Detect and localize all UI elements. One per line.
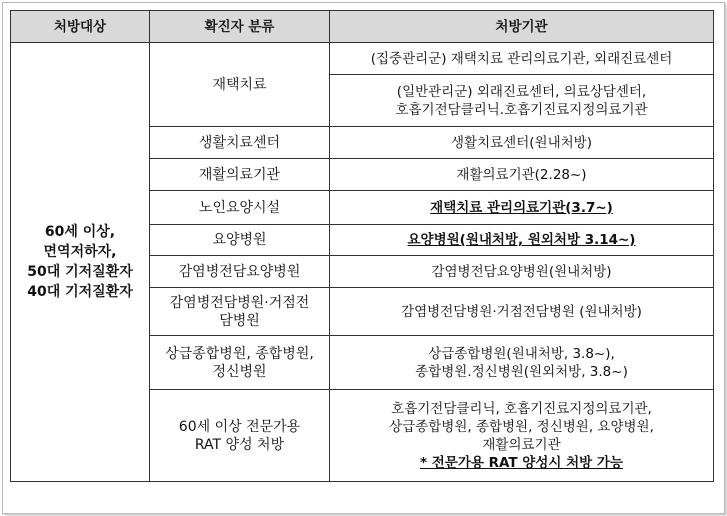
institution-cell: 재활의료기관(2.28~)	[330, 159, 714, 191]
institution-line: (집중관리군) 재택치료 관리의료기관, 외래진료센터	[370, 50, 673, 67]
category-cell: 재활의료기관	[150, 159, 330, 191]
header-category: 확진자 분류	[150, 11, 330, 43]
category-cell	[150, 336, 330, 390]
target-line: 50대 기저질환자	[27, 264, 133, 280]
target-line: 40대 기저질환자	[27, 284, 133, 300]
institution-cell: 감염병전담병원·거점전담병원 (원내처방)	[330, 288, 714, 336]
target-line: 면역저하자,	[43, 244, 117, 260]
institution-cell	[330, 43, 714, 75]
institution-cell: 생활치료센터(원내처방)	[330, 127, 714, 159]
institution-cell: 재택치료 관리의료기관(3.7~)	[330, 191, 714, 225]
category-line: 담병원	[219, 312, 260, 329]
institution-cell	[330, 390, 714, 482]
category-cell	[150, 288, 330, 336]
category-cell: 요양병원	[150, 225, 330, 256]
institution-line: 재활의료기관	[482, 436, 561, 453]
category-line: 60세 이상 전문가용	[178, 418, 301, 435]
table-row	[11, 43, 714, 75]
institution-cell	[330, 336, 714, 390]
institution-line: 상급종합병원(원내처방, 3.8~),	[428, 345, 615, 362]
institution-line: 상급종합병원, 종합병원, 정신병원, 요양병원,	[389, 418, 654, 435]
target-cell	[11, 43, 150, 482]
institution-line: 호흡기전담클리닉.호흡기진료지정의료기관	[395, 101, 648, 118]
institution-cell: 감염병전담요양병원(원내처방)	[330, 256, 714, 288]
institution-line: 종합병원.정신병원(원외처방, 3.8~)	[415, 363, 628, 380]
institution-cell: 요양병원(원내처방, 원외처방 3.14~)	[330, 225, 714, 256]
target-line: 60세 이상,	[44, 224, 116, 240]
category-line: 감염병전담병원·거점전	[169, 294, 310, 311]
institution-cell	[330, 75, 714, 127]
category-line: 정신병원	[212, 363, 267, 380]
category-cell: 생활치료센터	[150, 127, 330, 159]
category-line: 상급종합병원, 종합병원,	[165, 345, 314, 362]
header-row	[11, 11, 714, 43]
category-cell: 감염병전담요양병원	[150, 256, 330, 288]
header-target: 처방대상	[11, 11, 150, 43]
header-institution: 처방기관	[330, 11, 714, 43]
prescription-note: * 전문가용 RAT 양성시 처방 가능	[419, 454, 623, 471]
institution-line: 호흡기전담클리닉, 호흡기진료지정의료기관,	[391, 400, 652, 417]
category-cell	[150, 390, 330, 482]
category-cell: 노인요양시설	[150, 191, 330, 225]
institution-line: (일반관리군) 외래진료센터, 의료상담센터,	[396, 83, 647, 100]
prescription-table	[10, 10, 714, 482]
category-cell: 재택치료	[150, 43, 330, 127]
category-line: RAT 양성 처방	[194, 436, 285, 453]
